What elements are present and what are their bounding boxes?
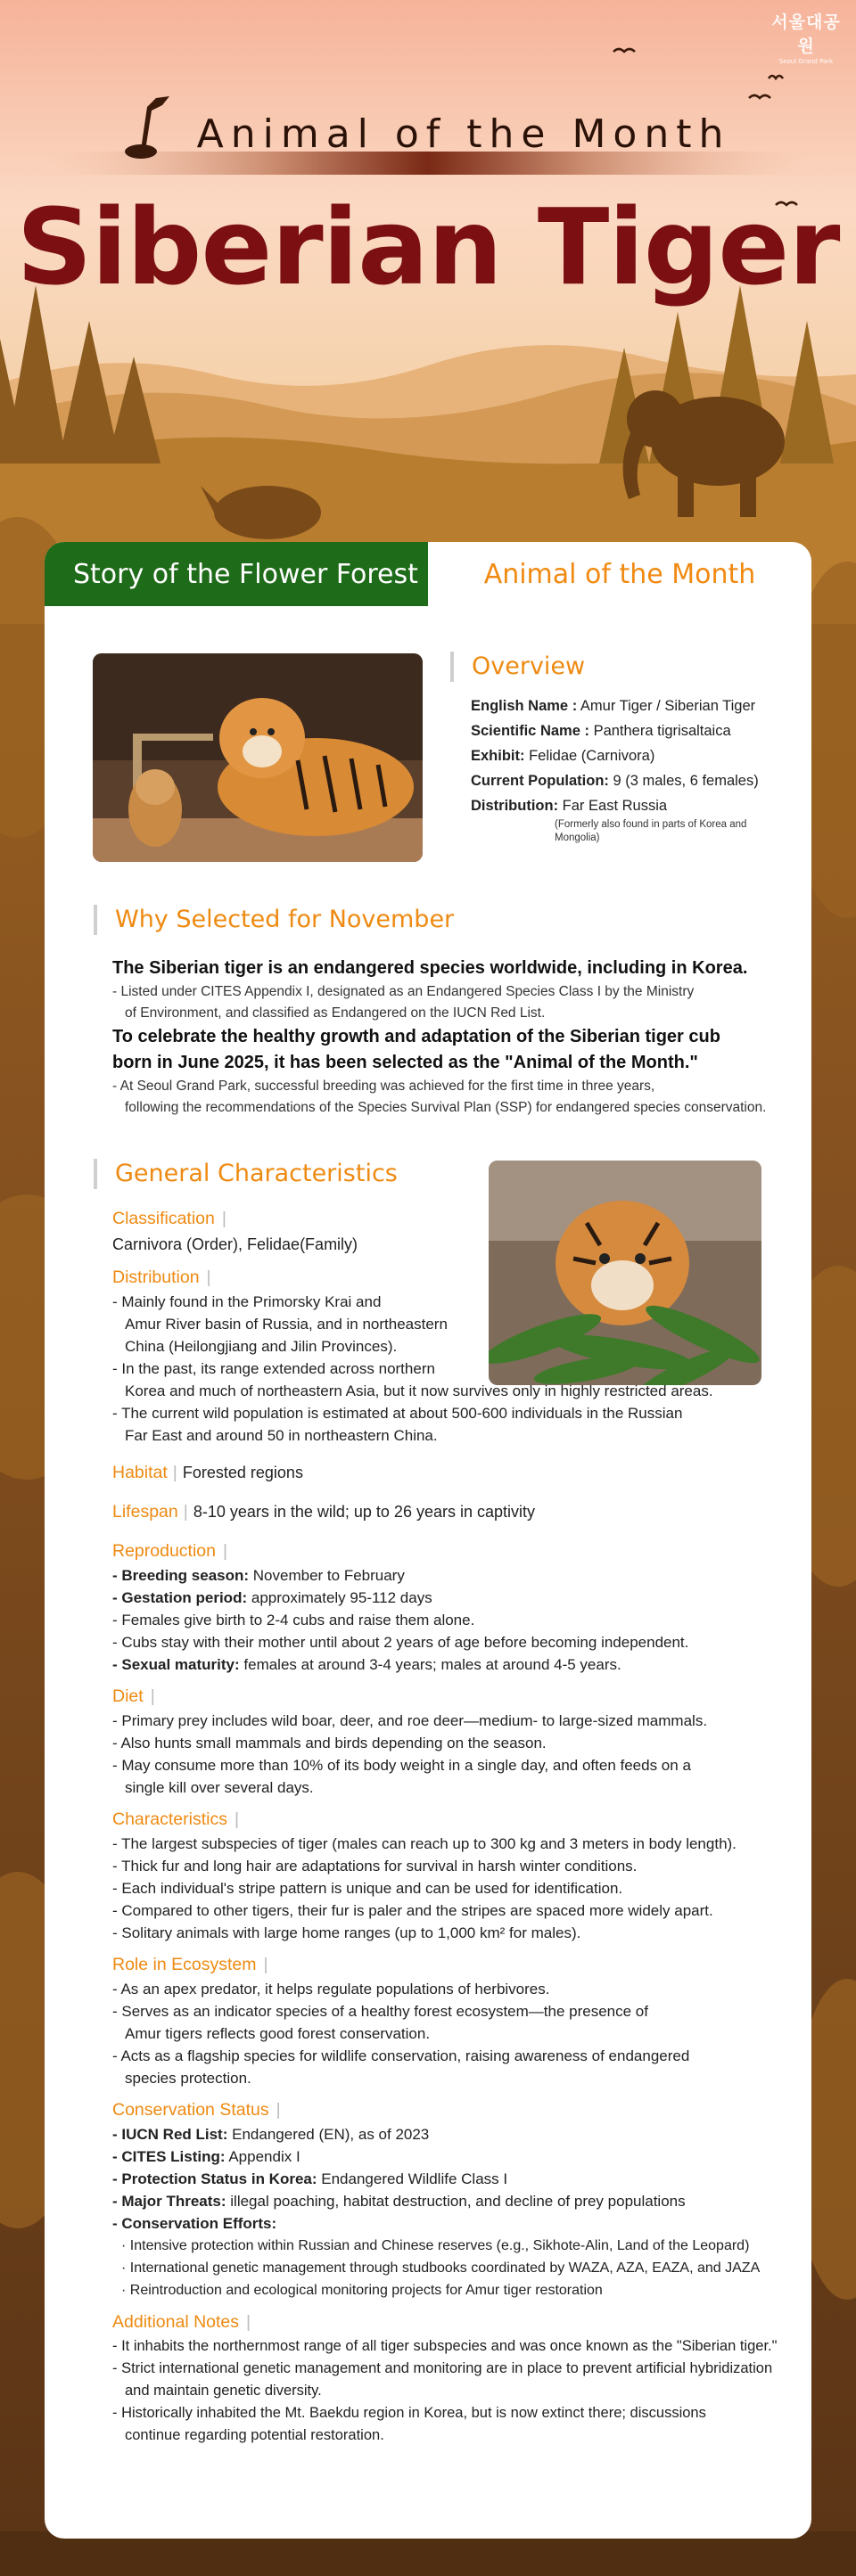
cons-line: - CITES Listing: Appendix I: [112, 2148, 300, 2165]
additional-notes-label: Additional Notes |: [112, 2312, 251, 2332]
char-line: - Solitary animals with large home ranges (up to 1,000 km² for males).: [112, 1924, 581, 1941]
exhibit-value: Felidae (Carnivora): [529, 748, 655, 764]
role-line: - Serves as an indicator species of a healthy forest ecosystem—the presence of: [112, 2003, 648, 2020]
tiger-family-photo: [93, 653, 423, 862]
population-value: 9 (3 males, 6 females): [613, 773, 759, 789]
why-statement-1: The Siberian tiger is an endangered species worldwide, including in Korea.: [112, 958, 748, 978]
why-selected-heading: Why Selected for November: [94, 905, 454, 935]
dist-line: - The current wild population is estimated at about 500-600 individuals in the Russian: [112, 1405, 683, 1422]
role-label: Role in Ecosystem |: [112, 1955, 268, 1974]
diet-label: Diet |: [112, 1686, 155, 1706]
why-detail-2d: following the recommendations of the Species Survival Plan (SSP) for endangered species conservation.: [125, 1100, 767, 1115]
repro-line: - Cubs stay with their mother until about 2 years of age before becoming independent.: [112, 1634, 689, 1651]
classification-label: Classification |: [112, 1209, 226, 1228]
distribution-label: Distribution |: [112, 1267, 211, 1287]
population-row: Current Population: 9 (3 males, 6 females): [471, 773, 759, 789]
habitat-row: Habitat | Forested regions: [112, 1463, 303, 1482]
overview-info: [471, 693, 759, 845]
why-statement-2a: To celebrate the healthy growth and adaptation of the Siberian tiger cub: [112, 1027, 720, 1046]
repro-line: - Gestation period: approximately 95-112 days: [112, 1589, 432, 1606]
dist-line: Far East and around 50 in northeastern China.: [125, 1427, 438, 1444]
why-detail-2c: - At Seoul Grand Park, successful breeding was achieved for the first time in three years,: [112, 1079, 655, 1094]
why-statement-2b: born in June 2025, it has been selected as the "Animal of the Month.": [112, 1053, 698, 1072]
char-line: - Thick fur and long hair are adaptations for survival in harsh winter conditions.: [112, 1858, 638, 1875]
why-detail-1b: of Environment, and classified as Endangered on the IUCN Red List.: [125, 1005, 546, 1021]
diet-line: single kill over several days.: [125, 1779, 314, 1796]
diet-line: - Also hunts small mammals and birds depending on the season.: [112, 1735, 547, 1752]
english-name-value: Amur Tiger / Siberian Tiger: [580, 698, 756, 714]
char-line: - Each individual's stripe pattern is unique and can be used for identification.: [112, 1880, 623, 1897]
note-line: and maintain genetic diversity.: [125, 2383, 322, 2399]
role-line: - Acts as a flagship species for wildlife conservation, raising awareness of endangered: [112, 2047, 690, 2064]
role-line: - As an apex predator, it helps regulate populations of herbivores.: [112, 1981, 550, 1998]
cons-line: - Protection Status in Korea: Endangered Wildlife Class I: [112, 2170, 508, 2187]
dist-line: China (Heilongjiang and Jilin Provinces).: [125, 1338, 398, 1355]
dist-line: Korea and much of northeastern Asia, but it now survives only in highly restricted areas.: [125, 1382, 713, 1399]
note-line: - Strict international genetic management and monitoring are in place to prevent artificial hybridization: [112, 2360, 773, 2376]
distribution-value: Far East Russia: [562, 798, 668, 814]
repro-line: - Females give birth to 2-4 cubs and raise them alone.: [112, 1612, 475, 1628]
repro-line: - Sexual maturity: females at around 3-4 years; males at around 4-5 years.: [112, 1656, 621, 1673]
dist-line: - Mainly found in the Primorsky Krai and: [112, 1293, 382, 1310]
header-subtitle: Animal of the Month: [196, 111, 731, 157]
dist-line: - In the past, its range extended across northern: [112, 1360, 435, 1377]
note-line: - Historically inhabited the Mt. Baekdu region in Korea, but is now extinct there; discussions: [112, 2405, 706, 2421]
cons-line: - Major Threats: illegal poaching, habitat destruction, and decline of prey populations: [112, 2193, 686, 2210]
exhibit-row: Exhibit: Felidae (Carnivora): [471, 748, 655, 764]
classification-value: Carnivora (Order), Felidae(Family): [112, 1235, 358, 1253]
char-line: - The largest subspecies of tiger (males can reach up to 300 kg and 3 meters in body length).: [112, 1835, 737, 1852]
tab-animal-of-month[interactable]: Animal of the Month: [483, 558, 756, 590]
why-selected-body: [112, 956, 790, 1119]
general-body: [112, 1205, 790, 2447]
conservation-label: Conservation Status |: [112, 2100, 281, 2120]
scientific-name-row: Scientific Name : Panthera tigrisaltaica: [471, 723, 731, 739]
cons-line: - IUCN Red List: Endangered (EN), as of 2023: [112, 2126, 430, 2143]
cons-effort-item: · International genetic management through studbooks coordinated by WAZA, AZA, EAZA, and JAZA: [121, 2260, 761, 2276]
role-line: species protection.: [125, 2070, 251, 2087]
logo-subtext: Seoul Grand Park: [778, 58, 834, 65]
char-line: - Compared to other tigers, their fur is paler and the stripes are spaced more widely apart.: [112, 1902, 713, 1919]
diet-line: - May consume more than 10% of its body weight in a single day, and often feeds on a: [112, 1757, 691, 1774]
lifespan-value: 8-10 years in the wild; up to 26 years in captivity: [193, 1503, 536, 1521]
habitat-value: Forested regions: [182, 1464, 303, 1481]
tiger-family-image: [93, 653, 423, 862]
page-title: Siberian Tiger: [16, 185, 840, 308]
tab-flower-forest[interactable]: Story of the Flower Forest: [45, 542, 428, 606]
repro-line: - Breeding season: November to February: [112, 1567, 405, 1584]
distribution-note-2: Mongolia): [555, 833, 600, 843]
general-heading: General Characteristics: [94, 1159, 398, 1189]
distribution-note-1: (Formerly also found in parts of Korea and: [555, 819, 747, 830]
english-name-row: English Name : Amur Tiger / Siberian Tiger: [471, 698, 756, 714]
logo-text: 서울대공원: [771, 12, 841, 56]
scientific-name-value: Panthera tigrisaltaica: [593, 723, 731, 739]
note-line: - It inhabits the northernmost range of all tiger subspecies and was once known as the "Siberian tiger.": [112, 2338, 778, 2354]
dist-line: Amur River basin of Russia, and in northeastern: [125, 1316, 448, 1333]
lifespan-row: Lifespan | 8-10 years in the wild; up to 26 years in captivity: [112, 1502, 536, 1522]
overview-heading: Overview: [450, 652, 585, 682]
note-line: continue regarding potential restoration.: [125, 2427, 384, 2443]
cons-effort-item: · Intensive protection within Russian and Chinese reserves (e.g., Sikhote-Alin, Land of the Leopard): [121, 2238, 750, 2253]
role-line: Amur tigers reflects good forest conservation.: [125, 2025, 431, 2042]
distribution-row: Distribution: Far East Russia: [471, 798, 668, 814]
cons-effort-item: · Reintroduction and ecological monitoring projects for Amur tiger restoration: [121, 2283, 603, 2298]
diet-line: - Primary prey includes wild boar, deer, and roe deer—medium- to large-sized mammals.: [112, 1712, 708, 1729]
brand-logo[interactable]: [763, 9, 849, 65]
reproduction-label: Reproduction |: [112, 1541, 228, 1561]
why-detail-1a: - Listed under CITES Appendix I, designated as an Endangered Species Class I by the Ministry: [112, 984, 695, 999]
cons-line: - Conservation Efforts:: [112, 2215, 277, 2232]
characteristics-label: Characteristics |: [112, 1809, 240, 1829]
